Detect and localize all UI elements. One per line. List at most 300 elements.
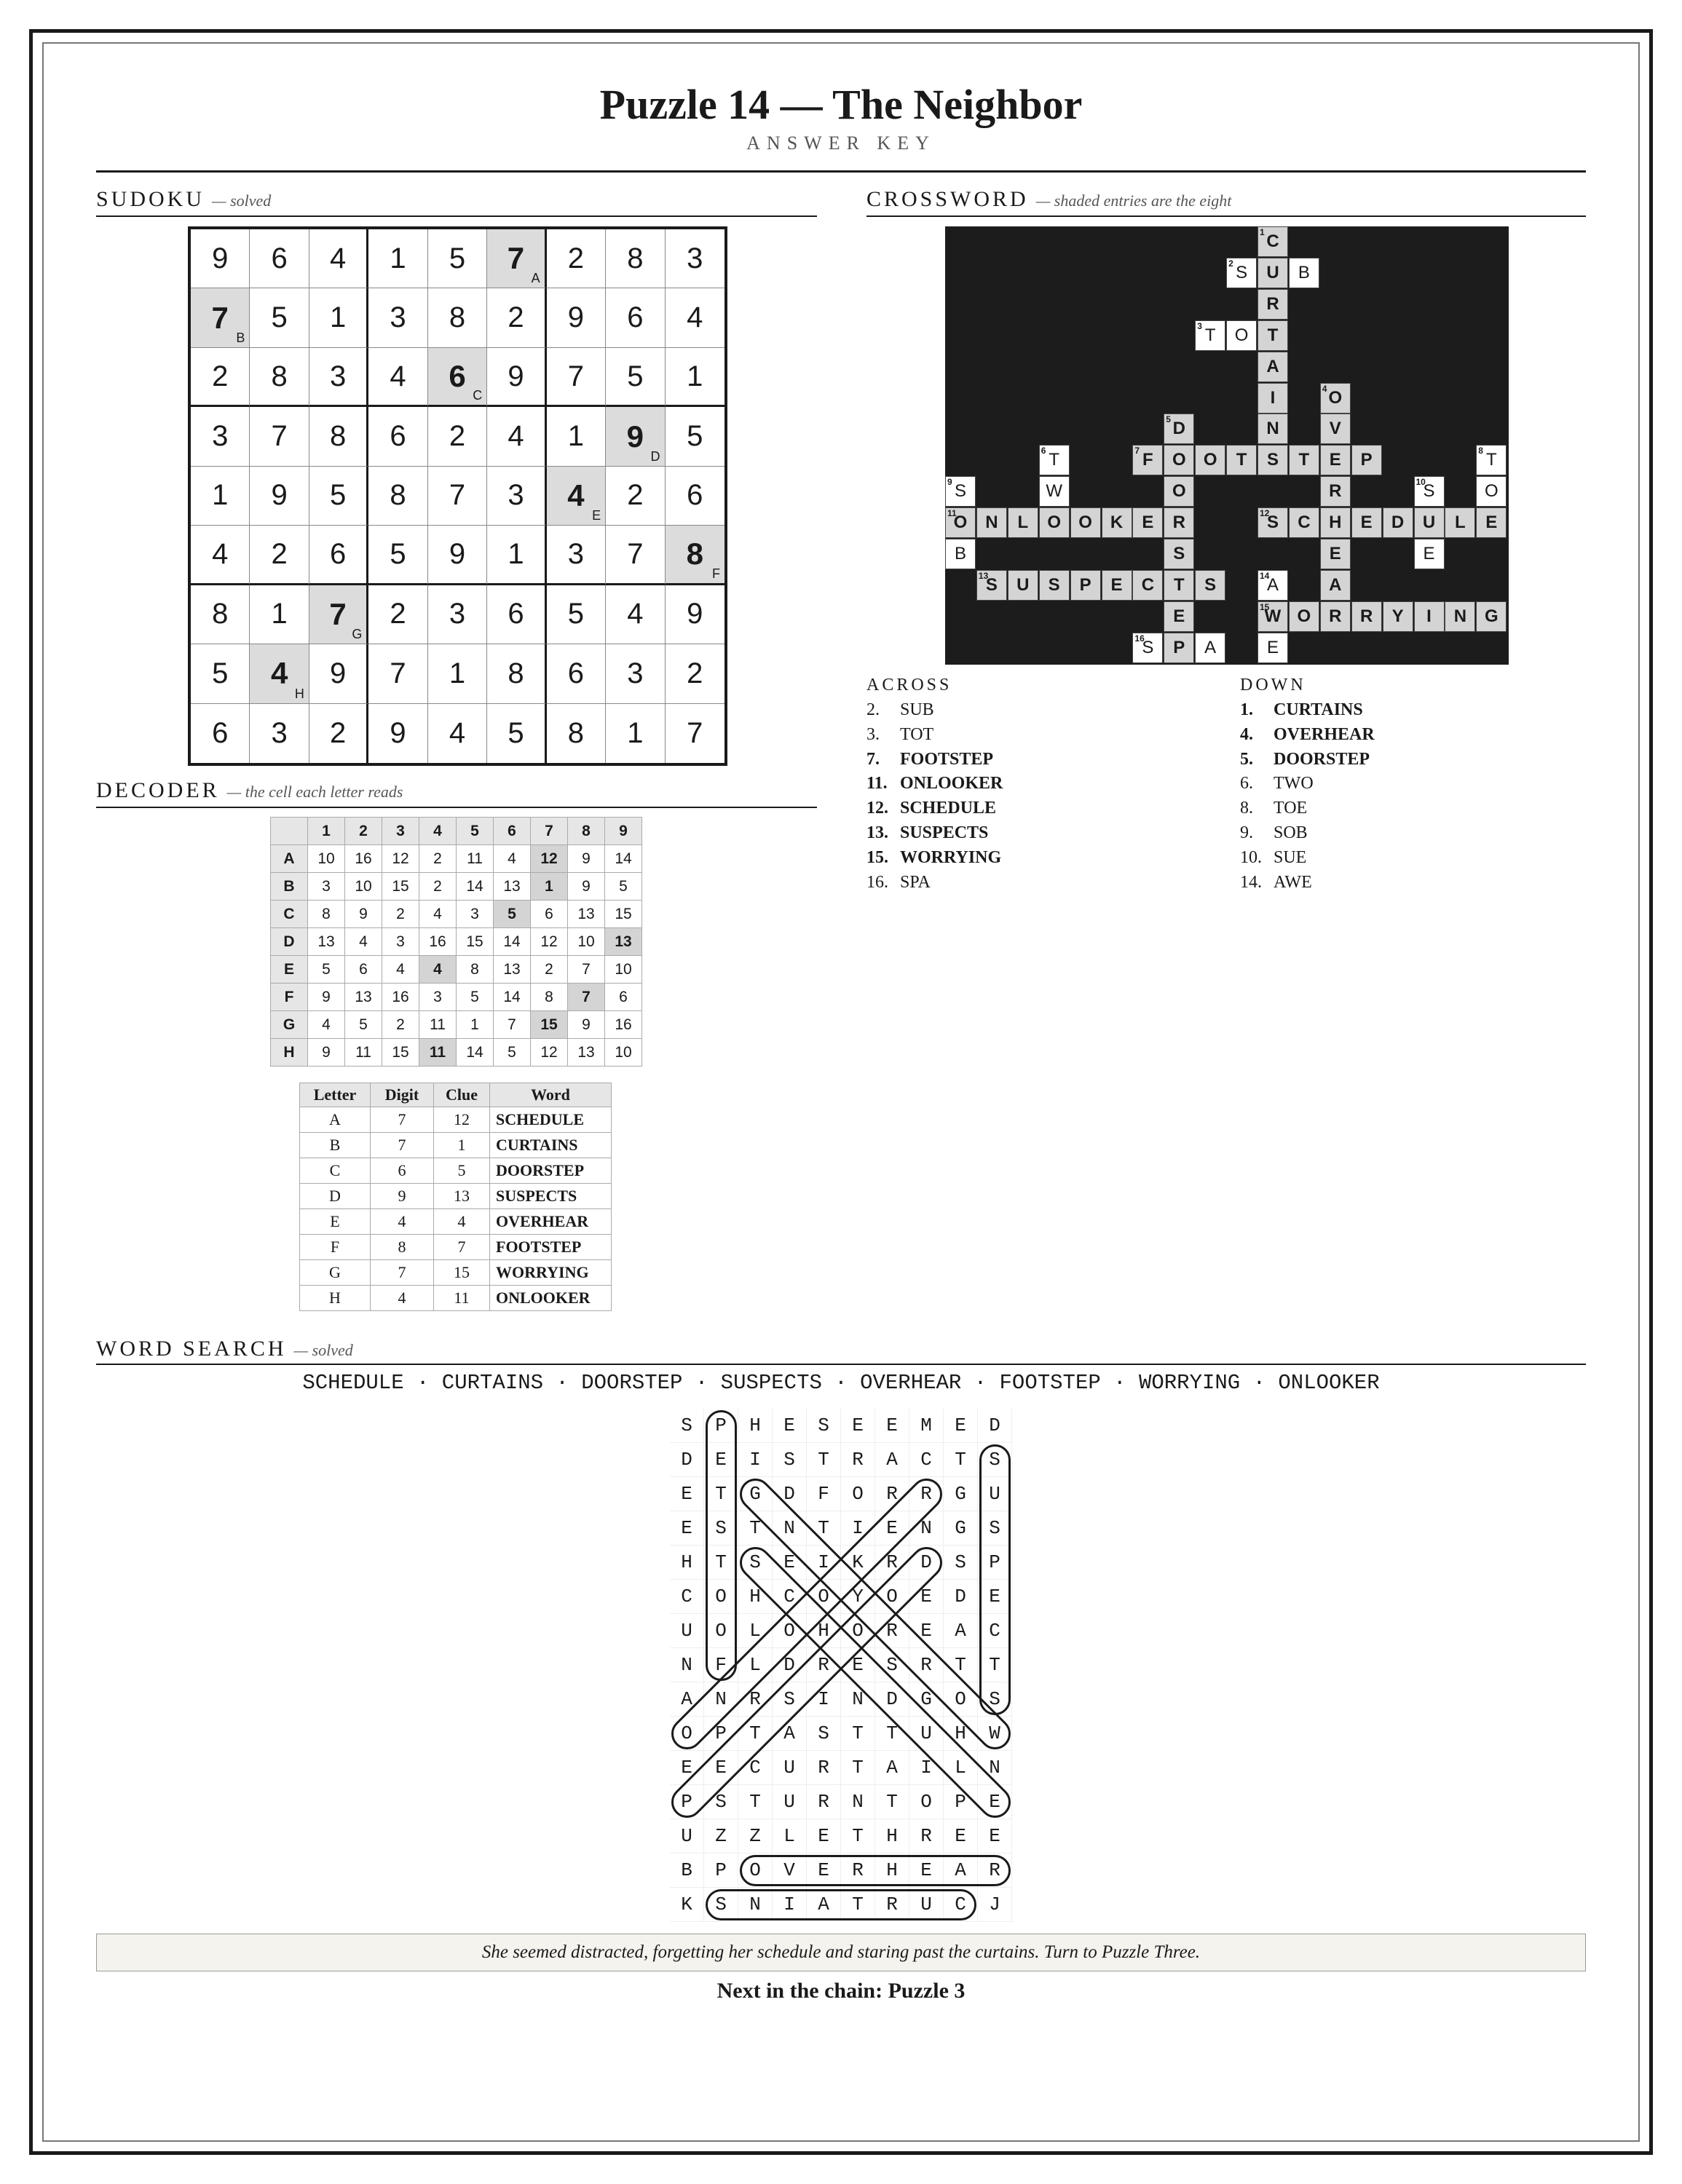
sudoku-cell [606,348,665,407]
wordsearch-letter: S [704,1888,738,1922]
decoder-cell: 9 [345,901,382,928]
crossword-cell [1445,507,1475,538]
wordsearch-letter: H [807,1614,841,1648]
crossword-clue [1240,823,1308,843]
wordsearch-letter: I [773,1888,807,1922]
crossword-letter: S [1048,574,1060,595]
crossword-cell [1476,601,1507,632]
crossword-cell [1132,633,1163,663]
sudoku-digit: 7 [627,537,644,570]
wordsearch-letter: D [773,1477,807,1511]
wordsearch-letter: E [841,1648,875,1682]
sudoku-digit: 3 [271,716,288,749]
key-row [300,1235,612,1260]
sudoku-cell [309,467,368,526]
crossword-cell [1476,476,1507,507]
decoder-cell: 14 [605,845,642,873]
sudoku-cell [309,585,368,644]
wordsearch-letter: T [944,1443,978,1477]
wordsearch-letter: O [670,1717,704,1751]
sudoku-cell [368,348,427,407]
sudoku-cell [309,288,368,347]
sudoku-cell [428,348,487,407]
wordsearch-letter: E [875,1511,909,1546]
key-cell: 5 [434,1158,490,1184]
wordsearch-letter: U [773,1785,807,1819]
clue-number: 2. [866,700,880,719]
clue-number: 13. [866,823,888,842]
crossword-cell [1039,476,1070,507]
wordsearch-letter: Z [738,1819,773,1853]
crossword-letter: S [1236,262,1248,282]
word-list: SCHEDULE · CURTAINS · DOORSTEP · SUSPECTS · OVERHEAR · FOOTSTEP · WORRYING · ONLOOKER [302,1371,1380,1395]
crossword-cell [1132,507,1163,538]
sudoku-cell [191,229,250,288]
sudoku-cell-letter: D [650,448,660,464]
sudoku-digit: 7 [390,657,406,689]
crossword-heading [866,187,1231,212]
sudoku-cell [191,585,250,644]
crossword-cell [1008,507,1038,538]
wordsearch-letter: T [841,1717,875,1751]
clue-answer: AWE [1274,872,1312,892]
decoder-col-header: 8 [568,818,605,845]
sudoku-cell [547,704,606,763]
decoder-cell: 5 [494,901,531,928]
sudoku-cell-letter: F [711,566,720,581]
crossword-letter: U [1422,513,1436,533]
decoder-col-header: 2 [345,818,382,845]
sudoku-cell [606,407,665,466]
sudoku-cell [191,644,250,703]
decoder-row [271,956,642,984]
wordsearch-letter: U [773,1751,807,1785]
crossword-cell [1257,258,1288,288]
decoder-cell: 5 [457,984,494,1011]
crossword-letter: S [1266,450,1279,470]
sudoku-digit: 4 [329,242,347,274]
decoder-corner [271,818,308,845]
sudoku-digit: 9 [212,242,229,274]
crossword-letter: E [1423,544,1435,563]
crossword-letter: S [1142,637,1154,657]
clue-number: 7. [866,749,880,769]
sudoku-cell [666,467,724,526]
sudoku-cell [250,348,309,407]
wordsearch-letter: R [807,1785,841,1819]
wordsearch-letter: G [944,1477,978,1511]
sudoku-digit: 4 [567,478,585,513]
wordsearch-letter: E [670,1751,704,1785]
decoder-cell: 13 [494,956,531,984]
wordsearch-letter: E [807,1819,841,1853]
sudoku-cell [428,229,487,288]
crossword-letter: T [1267,325,1279,345]
crossword-letter: S [1423,481,1435,502]
decoder-row [271,928,642,956]
wordsearch-letter: R [909,1648,944,1682]
sudoku-digit: 8 [449,301,466,334]
crossword-cell [1257,226,1288,257]
wordsearch-letter: N [978,1751,1012,1785]
wordsearch-letter: O [841,1614,875,1648]
crossword-cell [1257,414,1288,444]
crossword-note: — shaded entries are the eight [1035,191,1232,210]
decoder-heading-text: DECODER [96,778,220,802]
decoder-cell: 9 [568,1011,605,1039]
sudoku-cell-letter: C [473,388,483,403]
crossword-letter: O [1234,325,1249,345]
sudoku-digit: 5 [687,420,703,453]
crossword-cell [1320,507,1351,538]
sudoku-cell [666,348,724,407]
decoder-row-label: F [271,984,308,1011]
decoder-cell: 10 [568,928,605,956]
key-row [300,1286,612,1311]
crossword-cell [1445,601,1475,632]
sudoku-digit: 2 [212,360,229,392]
crossword-cell [1320,445,1351,475]
wordsearch-letter: A [807,1888,841,1922]
wordsearch-letter: U [670,1819,704,1853]
wordsearch-letter: E [773,1546,807,1580]
crossword-number: 10 [1416,477,1426,488]
wordsearch-letter: R [807,1648,841,1682]
sudoku-digit: 4 [627,598,644,630]
sudoku-digit: 7 [271,420,288,453]
wordsearch-letter: N [738,1888,773,1922]
crossword-letter: T [1236,450,1247,470]
crossword-clue [1240,725,1375,745]
sudoku-digit: 9 [567,301,584,334]
wordsearch-letter: P [704,1409,738,1443]
wordsearch-letter: E [944,1409,978,1443]
wordsearch-letter: O [807,1580,841,1614]
crossword-cell [1164,445,1194,475]
clue-number: 8. [1240,799,1253,818]
wordsearch-letter: T [738,1785,773,1819]
crossword-letter: O [1078,513,1092,533]
decoder-row [271,901,642,928]
crossword-letter: E [1329,450,1341,470]
sudoku-digit: 8 [390,479,406,512]
wordsearch-letter: L [738,1614,773,1648]
decoder-col-header: 6 [494,818,531,845]
crossword-cell [976,570,1007,601]
crossword-letter: Y [1391,606,1404,626]
sudoku-digit: 8 [271,360,288,392]
crossword-letter: W [1264,606,1282,626]
wordsearch-letter: D [978,1409,1012,1443]
sudoku-cell-letter: G [352,627,363,642]
sudoku-cell [606,467,665,526]
decoder-cell: 12 [531,845,568,873]
sudoku-note: — solved [212,191,272,210]
sudoku-cell [666,585,724,644]
wordsearch-letter: O [909,1785,944,1819]
wordsearch-letter: R [875,1888,909,1922]
wordsearch-letter: T [841,1751,875,1785]
crossword-letter: O [1328,387,1343,408]
crossword-letter: K [1110,513,1124,533]
crossword-cell [1257,507,1288,538]
crossword-cell [1039,445,1070,475]
crossword-letter: S [1173,544,1185,563]
sudoku-cell [487,526,546,585]
sudoku-digit: 6 [687,479,703,512]
sudoku-cell [250,526,309,585]
key-row [300,1209,612,1235]
decoder-cell: 16 [419,928,457,956]
sudoku-digit: 5 [627,360,644,392]
crossword-clue [866,799,996,818]
sudoku-cell [547,644,606,703]
clue-number: 6. [1240,774,1253,794]
sudoku-cell [250,585,309,644]
wordsearch-letter: N [841,1785,875,1819]
clue-answer: FOOTSTEP [900,749,994,769]
clue-number: 11. [866,774,888,794]
decoder-cell: 16 [345,845,382,873]
decoder-cell: 16 [605,1011,642,1039]
wordsearch-letter: E [978,1785,1012,1819]
sudoku-digit: 6 [508,598,524,630]
clue-number: 3. [866,724,880,744]
crossword-cell [1414,476,1445,507]
key-cell: H [300,1286,371,1311]
wordsearch-letter: R [738,1682,773,1717]
crossword-letter: A [1204,637,1217,657]
crossword-cell [1226,445,1257,475]
clue-number: 1. [1240,700,1253,719]
wordsearch-letter: S [773,1443,807,1477]
crossword-cell [1164,633,1194,663]
wordsearch-letter: D [670,1443,704,1477]
key-col-header: Word [490,1083,612,1107]
wordsearch-letter: E [978,1580,1012,1614]
wordsearch-letter: J [978,1888,1012,1922]
wordsearch-letter: G [944,1511,978,1546]
sudoku-digit: 5 [508,716,524,749]
sudoku-digit: 5 [390,537,406,570]
sudoku-cell [606,526,665,585]
wordsearch-letter: T [944,1648,978,1682]
wordsearch-letter: P [978,1546,1012,1580]
crossword-letter: I [1426,606,1432,626]
key-cell: DOORSTEP [490,1158,612,1184]
wordsearch-letter: T [738,1511,773,1546]
clue-number: 12. [866,799,888,818]
decoder-cell: 7 [568,984,605,1011]
wordsearch-letter: C [773,1580,807,1614]
sudoku-cell [368,585,427,644]
crossword-cell [1164,539,1194,569]
sudoku-cell [606,288,665,347]
decoder-row [271,1039,642,1067]
crossword-letter: C [1298,513,1311,533]
sudoku-digit: 3 [390,301,406,334]
decoder-cell: 9 [308,984,345,1011]
key-cell: ONLOOKER [490,1286,612,1311]
decoder-cell: 13 [568,1039,605,1067]
decoder-cell: 11 [345,1039,382,1067]
sudoku-digit: 6 [627,301,644,334]
sudoku-digit: 1 [627,716,644,749]
decoder-cell: 1 [457,1011,494,1039]
clue-number: 10. [1240,847,1262,867]
decoder-cell: 12 [531,928,568,956]
wordsearch-letter: T [841,1819,875,1853]
clue-answer: ONLOOKER [900,774,1003,794]
sudoku-cell [487,585,546,644]
clue-answer: TOE [1274,799,1308,818]
sudoku-cell [250,229,309,288]
wordsearch-letter: E [909,1853,944,1888]
crossword-cell [1320,414,1351,444]
sudoku-digit: 6 [390,420,406,453]
crossword-clue [866,848,1001,868]
sudoku-digit: 9 [271,479,288,512]
wordsearch-heading [96,1337,353,1361]
key-cell: FOOTSTEP [490,1235,612,1260]
decoder-table [270,817,642,1067]
wordsearch-letter: S [978,1682,1012,1717]
sudoku-cell [487,467,546,526]
crossword-letter: E [1329,544,1341,563]
wordsearch-letter: O [875,1580,909,1614]
crossword-letter: P [1173,637,1185,657]
crossword-cell [1351,507,1382,538]
decoder-cell: 5 [308,956,345,984]
sudoku-cell [250,704,309,763]
decoder-row-label: H [271,1039,308,1067]
wordsearch-letter: D [909,1546,944,1580]
decoder-cell: 1 [531,873,568,901]
wordsearch-letter: S [738,1546,773,1580]
crossword-letter: I [1270,387,1276,408]
wordsearch-letter: E [909,1614,944,1648]
crossword-cell [1164,570,1194,601]
crossword-clue [1240,848,1306,868]
clue-number: 16. [866,872,888,892]
wordsearch-letter: O [944,1682,978,1717]
decoder-cell: 6 [605,984,642,1011]
crossword-cell [1039,507,1070,538]
sudoku-digit: 7 [449,479,466,512]
wordsearch-letter: T [807,1443,841,1477]
crossword-cell [1164,476,1194,507]
wordsearch-letter: R [807,1751,841,1785]
key-row [300,1260,612,1286]
decoder-cell: 16 [382,984,419,1011]
decoder-cell: 7 [494,1011,531,1039]
sudoku-cell [666,644,724,703]
decoder-cell: 2 [382,1011,419,1039]
crossword-letter: O [1297,606,1311,626]
decoder-cell: 13 [605,928,642,956]
decoder-cell: 13 [345,984,382,1011]
sudoku-digit: 7 [211,300,229,335]
wordsearch-letter: R [909,1819,944,1853]
crossword-letter: R [1172,513,1185,533]
sudoku-digit: 3 [627,657,644,689]
key-cell: OVERHEAR [490,1209,612,1235]
decoder-rule [96,807,817,808]
crossword-cell [1102,570,1132,601]
sudoku-cell [666,288,724,347]
decoder-cell: 5 [494,1039,531,1067]
decoder-cell: 7 [568,956,605,984]
wordsearch-letter: R [875,1614,909,1648]
wordsearch-letter: M [909,1409,944,1443]
sudoku-digit: 4 [270,656,288,691]
sudoku-digit: 2 [627,479,644,512]
sudoku-digit: 5 [212,657,229,689]
sudoku-digit: 3 [687,242,703,274]
crossword-cell [1164,414,1194,444]
sudoku-cell [666,229,724,288]
sudoku-cell [487,229,546,288]
decoder-cell: 8 [531,984,568,1011]
decoder-cell: 8 [308,901,345,928]
wordsearch-rule [96,1364,1586,1365]
crossword-cell [1132,445,1163,475]
key-cell: B [300,1133,371,1158]
sudoku-cell-letter: H [294,686,304,701]
wordsearch-letter: T [807,1511,841,1546]
crossword-letter: A [1266,356,1279,376]
wordsearch-letter: E [670,1511,704,1546]
decoder-heading [96,778,403,803]
sudoku-digit: 8 [329,420,347,453]
sudoku-digit: 9 [390,716,406,749]
sudoku-cell [428,467,487,526]
crossword-letter: P [1360,450,1373,470]
decoder-cell: 12 [382,845,419,873]
crossword-letter: B [1298,262,1310,282]
wordsearch-grid [670,1409,1012,1922]
sudoku-cell [250,288,309,347]
wordsearch-letter: A [670,1682,704,1717]
decoder-cell: 4 [419,901,457,928]
decoder-cell: 4 [382,956,419,984]
crossword-cell [1132,570,1163,601]
sudoku-cell [368,407,427,466]
sudoku-cell [428,585,487,644]
sudoku-cell [547,407,606,466]
key-cell: WORRYING [490,1260,612,1286]
sudoku-cell [309,704,368,763]
crossword-cell [1195,633,1225,663]
key-cell: 7 [371,1133,434,1158]
decoder-col-header: 1 [308,818,345,845]
crossword-cell [976,507,1007,538]
decoder-row-label: D [271,928,308,956]
wordsearch-letter: P [670,1785,704,1819]
key-cell: SCHEDULE [490,1107,612,1133]
clue-number: 9. [1240,823,1253,842]
crossword-cell [1414,539,1445,569]
clue-number: 5. [1240,749,1253,769]
key-row [300,1158,612,1184]
sudoku-digit: 9 [626,419,644,454]
sudoku-digit: 8 [686,537,703,571]
wordsearch-letter: T [875,1785,909,1819]
wordsearch-letter: T [704,1477,738,1511]
decoder-col-header: 4 [419,818,457,845]
decoder-col-header: 9 [605,818,642,845]
sudoku-cell [191,348,250,407]
